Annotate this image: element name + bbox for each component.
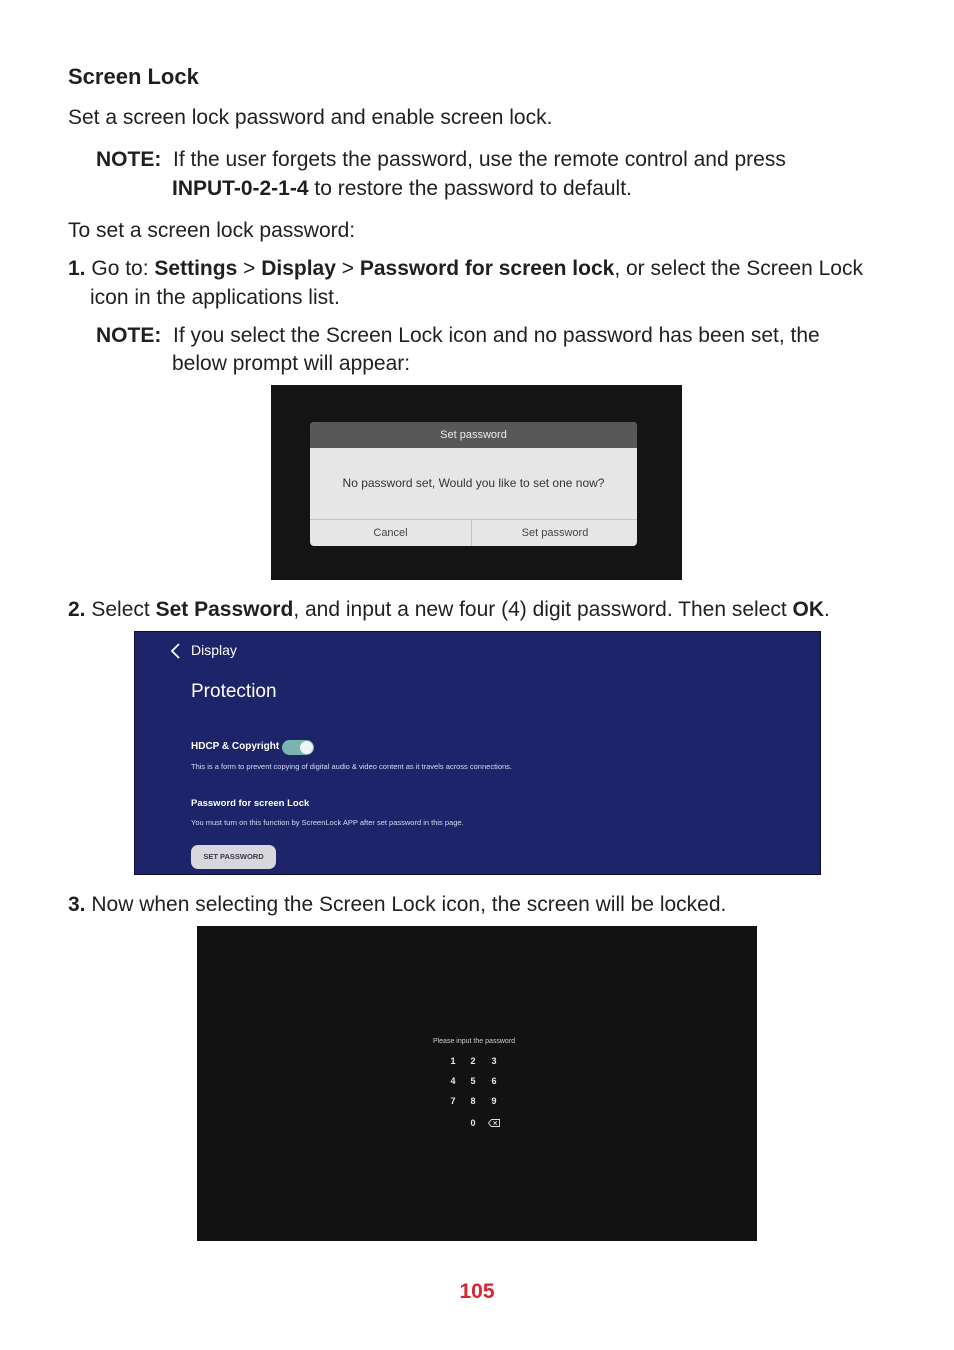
keypad-key-5[interactable]: 5: [470, 1076, 476, 1086]
step2-number: 2.: [68, 598, 86, 621]
hdcp-label: HDCP & Copyright: [191, 741, 280, 752]
set-password-dialog: [310, 422, 637, 546]
keypad-key-9[interactable]: 9: [491, 1096, 497, 1106]
step1-sep2: >: [341, 257, 355, 280]
set-password-button[interactable]: Set password: [521, 527, 589, 539]
page-number: 105: [459, 1280, 495, 1303]
hdcp-toggle[interactable]: [282, 740, 314, 755]
set-password-dialog-screenshot: [271, 385, 682, 580]
note1-line2: [172, 174, 632, 203]
note1-label: NOTE:: [96, 148, 162, 171]
keypad-key-7[interactable]: 7: [450, 1096, 456, 1106]
keypad-key-2[interactable]: 2: [470, 1056, 476, 1066]
step2-setpw: Set Password: [155, 598, 294, 621]
keypad-key-3[interactable]: 3: [491, 1056, 497, 1066]
toggle-knob: [300, 741, 313, 754]
note2-text: If you select the Screen Lock icon and no password has been set, the: [173, 324, 820, 347]
note1-code: INPUT-0-2-1-4: [172, 177, 309, 200]
keypad-key-1[interactable]: 1: [450, 1056, 456, 1066]
cancel-button[interactable]: Cancel: [310, 520, 472, 546]
note2-line1: [96, 321, 820, 350]
password-description: You must turn on this function by ScreenLock APP after set password in this page.: [191, 818, 464, 827]
keypad-key-4[interactable]: 4: [450, 1076, 456, 1086]
note1-text-a: If the user forgets the password, use the remote control and press: [173, 148, 786, 171]
step3-number: 3.: [68, 893, 86, 916]
backspace-icon[interactable]: [488, 1119, 500, 1127]
step2-middle: , and input a new four (4) digit password. Then select: [293, 598, 787, 621]
step3-text: [68, 890, 726, 919]
step1-settings: Settings: [154, 257, 238, 280]
set-password-button[interactable]: SET PASSWORD: [191, 845, 276, 869]
dialog-message: No password set, Would you like to set one now?: [342, 476, 605, 490]
note2-line2: below prompt will appear:: [172, 352, 411, 375]
step1-suffix: , or select the Screen Lock: [614, 257, 863, 280]
step1-line2: icon in the applications list.: [90, 286, 340, 309]
step2-ok: OK: [792, 598, 825, 621]
step2-end: .: [824, 598, 830, 621]
subheading: To set a screen lock password:: [68, 219, 356, 242]
keypad-key-6[interactable]: 6: [491, 1076, 497, 1086]
page-title: Protection: [191, 681, 277, 702]
keypad-key-0[interactable]: 0: [470, 1118, 476, 1128]
note2-label: NOTE:: [96, 324, 162, 347]
note1-line1: [96, 145, 786, 174]
keypad-key-8[interactable]: 8: [470, 1096, 476, 1106]
password-label: Password for screen Lock: [191, 798, 310, 809]
dialog-buttons: [310, 519, 637, 546]
lock-screen-screenshot: [197, 926, 757, 1241]
section-heading: Screen Lock: [68, 64, 199, 89]
step1-line1: [68, 254, 863, 283]
password-prompt: Please input the password: [432, 1038, 516, 1045]
nav-back-display[interactable]: Display: [191, 642, 237, 658]
protection-settings-screenshot: [134, 631, 821, 875]
chevron-left-icon[interactable]: [169, 641, 183, 661]
step1-sep1: >: [243, 257, 256, 280]
note1-text-b: to restore the password to default.: [314, 177, 632, 200]
step1-pwlock: Password for screen lock: [359, 257, 615, 280]
dialog-title: Set password: [310, 422, 637, 448]
step3-body: Now when selecting the Screen Lock icon, the screen will be locked.: [91, 893, 727, 916]
step1-number: 1.: [68, 257, 86, 280]
intro-text: Set a screen lock password and enable screen lock.: [68, 106, 553, 129]
step1-prefix: Go to:: [91, 257, 149, 280]
step2-prefix: Select: [91, 598, 150, 621]
step1-display: Display: [261, 257, 336, 280]
step2-text: [68, 595, 830, 624]
hdcp-description: This is a form to prevent copying of digital audio & video content as it travels across connections.: [191, 762, 512, 771]
